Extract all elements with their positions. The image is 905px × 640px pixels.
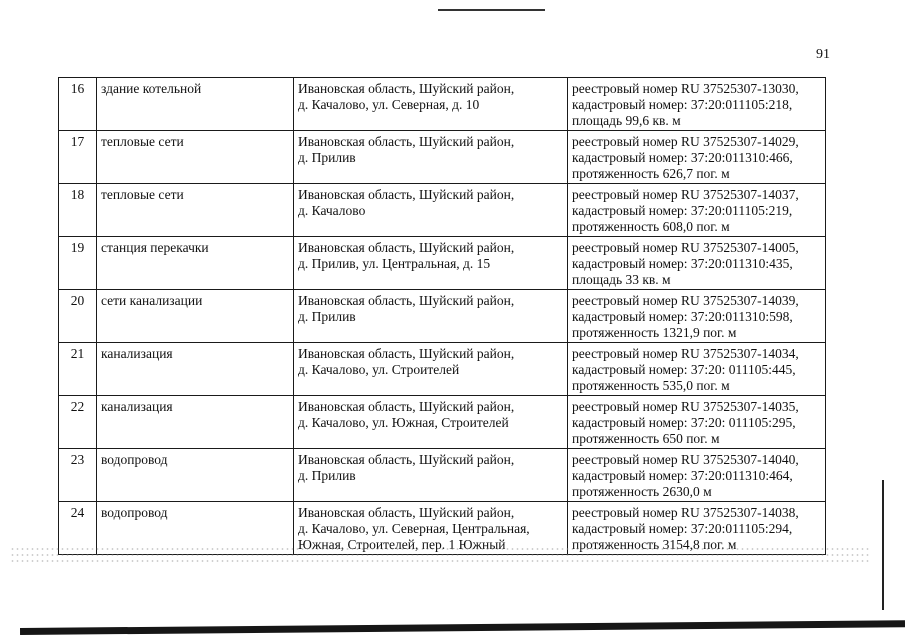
object-location (294, 131, 568, 184)
location-line: д. Прилив (298, 309, 356, 324)
location-line: Ивановская область, Шуйский район, (298, 346, 515, 361)
location-line: д. Прилив (298, 468, 356, 483)
object-name: станция перекачки (97, 237, 294, 290)
details-line: кадастровый номер: 37:20:011310:466, (572, 150, 793, 165)
details-line: реестровый номер RU 37525307-14035, (572, 399, 799, 414)
row-number: 16 (59, 78, 97, 131)
details-line: реестровый номер RU 37525307-14037, (572, 187, 799, 202)
location-line: д. Качалово, ул. Строителей (298, 362, 460, 377)
details-line: кадастровый номер: 37:20: 011105:445, (572, 362, 796, 377)
registry-table-body (59, 78, 826, 555)
location-line: д. Качалово (298, 203, 366, 218)
object-name: тепловые сети (97, 131, 294, 184)
details-line: кадастровый номер: 37:20:011105:294, (572, 521, 793, 536)
details-line: площадь 33 кв. м (572, 272, 671, 287)
page-number: 91 (816, 47, 830, 62)
object-location (294, 78, 568, 131)
details-line: площадь 99,6 кв. м (572, 113, 681, 128)
table-row (59, 290, 826, 343)
object-details (568, 78, 826, 131)
table-row (59, 343, 826, 396)
table-row (59, 184, 826, 237)
scan-edge-mark (882, 480, 884, 610)
row-number: 24 (59, 502, 97, 555)
table-row (59, 78, 826, 131)
details-line: протяженность 3154,8 пог. м (572, 537, 737, 552)
location-line: д. Прилив, ул. Центральная, д. 15 (298, 256, 491, 271)
location-line: Ивановская область, Шуйский район, (298, 505, 515, 520)
row-number: 19 (59, 237, 97, 290)
location-line: Ивановская область, Шуйский район, (298, 81, 515, 96)
location-line: Ивановская область, Шуйский район, (298, 134, 515, 149)
table-row (59, 449, 826, 502)
object-details (568, 131, 826, 184)
location-line: д. Качалово, ул. Северная, д. 10 (298, 97, 480, 112)
object-location (294, 449, 568, 502)
location-line: Ивановская область, Шуйский район, (298, 187, 515, 202)
object-details (568, 237, 826, 290)
row-number: 22 (59, 396, 97, 449)
row-number: 20 (59, 290, 97, 343)
object-name: водопровод (97, 502, 294, 555)
details-line: реестровый номер RU 37525307-13030, (572, 81, 799, 96)
details-line: кадастровый номер: 37:20:011310:435, (572, 256, 793, 271)
details-line: протяженность 2630,0 м (572, 484, 712, 499)
details-line: кадастровый номер: 37:20:011310:598, (572, 309, 793, 324)
details-line: реестровый номер RU 37525307-14005, (572, 240, 799, 255)
location-line: д. Прилив (298, 150, 356, 165)
object-name: водопровод (97, 449, 294, 502)
details-line: кадастровый номер: 37:20:011310:464, (572, 468, 793, 483)
table-row (59, 237, 826, 290)
details-line: кадастровый номер: 37:20: 011105:295, (572, 415, 796, 430)
object-details (568, 184, 826, 237)
location-line: д. Качалово, ул. Северная, Центральная, (298, 521, 530, 536)
object-name: сети канализации (97, 290, 294, 343)
location-line: д. Качалово, ул. Южная, Строителей (298, 415, 509, 430)
details-line: протяженность 650 пог. м (572, 431, 720, 446)
details-line: реестровый номер RU 37525307-14029, (572, 134, 799, 149)
object-details (568, 396, 826, 449)
location-line: Ивановская область, Шуйский район, (298, 293, 515, 308)
object-details (568, 449, 826, 502)
row-number: 18 (59, 184, 97, 237)
object-name: канализация (97, 343, 294, 396)
object-details (568, 290, 826, 343)
object-name: тепловые сети (97, 184, 294, 237)
scan-artifact-dots (10, 546, 870, 564)
row-number: 17 (59, 131, 97, 184)
location-line: Ивановская область, Шуйский район, (298, 399, 515, 414)
details-line: протяженность 535,0 пог. м (572, 378, 730, 393)
location-line: Южная, Строителей, пер. 1 Южный (298, 537, 506, 552)
object-location (294, 290, 568, 343)
location-line: Ивановская область, Шуйский район, (298, 452, 515, 467)
location-line: Ивановская область, Шуйский район, (298, 240, 515, 255)
details-line: реестровый номер RU 37525307-14034, (572, 346, 799, 361)
details-line: кадастровый номер: 37:20:011105:218, (572, 97, 793, 112)
details-line: протяженность 608,0 пог. м (572, 219, 730, 234)
table-row (59, 131, 826, 184)
details-line: реестровый номер RU 37525307-14038, (572, 505, 799, 520)
object-name: канализация (97, 396, 294, 449)
details-line: реестровый номер RU 37525307-14040, (572, 452, 799, 467)
object-details (568, 343, 826, 396)
property-registry-table (58, 77, 826, 555)
object-location (294, 343, 568, 396)
object-name: здание котельной (97, 78, 294, 131)
details-line: реестровый номер RU 37525307-14039, (572, 293, 799, 308)
details-line: кадастровый номер: 37:20:011105:219, (572, 203, 793, 218)
header-rule (438, 9, 545, 11)
details-line: протяженность 626,7 пог. м (572, 166, 730, 181)
row-number: 23 (59, 449, 97, 502)
object-location (294, 237, 568, 290)
object-location (294, 396, 568, 449)
scan-bottom-edge (20, 620, 905, 635)
object-location (294, 184, 568, 237)
table-row (59, 396, 826, 449)
details-line: протяженность 1321,9 пог. м (572, 325, 737, 340)
row-number: 21 (59, 343, 97, 396)
